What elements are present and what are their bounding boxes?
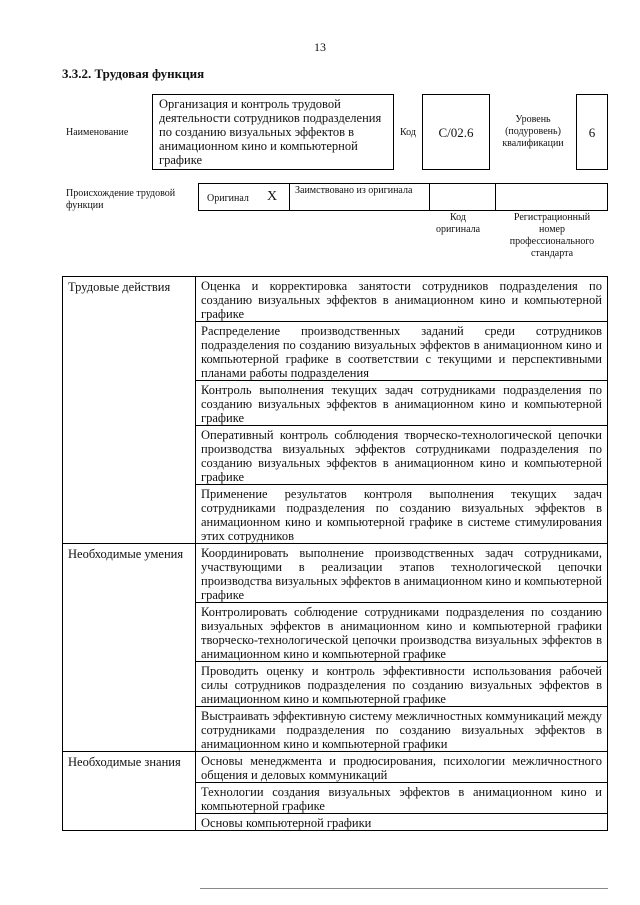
function-details-table <box>62 276 608 831</box>
item-cell: Оперативный контроль соблюдения творческо-технологической цепочки производства визуальных эффектов сотрудниками подразделения по созданию визуальных эффектов в анимационном кино и компьютерной графике <box>196 426 608 485</box>
code-original-caption: Код оригинала <box>435 212 481 235</box>
borrowed-label: Заимствовано из оригинала <box>295 185 413 196</box>
function-name-box: Организация и контроль трудовой деятельности сотрудников подразделения по созданию визуальных эффектов в анимационном кино и компьютерной графике <box>152 94 394 170</box>
category-cell: Необходимые умения <box>63 544 196 752</box>
reg-number-caption: Регистрационный номер профессионального стандарта <box>509 212 595 259</box>
item-cell: Основы компьютерной графики <box>196 814 608 831</box>
bottom-rule <box>200 888 608 889</box>
page-number: 13 <box>314 40 326 54</box>
item-cell: Применение результатов контроля выполнения текущих задач сотрудниками подразделения по созданию визуальных эффектов в анимационном кино и компьютерной графике в системе стимулирования этих сотрудников <box>196 485 608 544</box>
original-mark: X <box>267 189 278 204</box>
item-cell: Контроль выполнения текущих задач сотрудниками подразделения по созданию визуальных эффектов в анимационном кино и компьютерной графике <box>196 381 608 426</box>
table-row <box>63 277 608 322</box>
code-label: Код <box>400 127 416 138</box>
table-row <box>63 752 608 783</box>
level-label: Уровень (подуровень) квалификации <box>502 114 564 149</box>
item-cell: Контролировать соблюдение сотрудниками подразделения по созданию визуальных эффектов в анимационном кино и компьютерной графики творческо-технологической цепочки производства визуальных эффектов в анимационном кино и компьютерной графике <box>196 603 608 662</box>
item-cell: Координировать выполнение производственных задач сотрудниками, участвующими в реализации этапов технологической цепочки производства визуальных эффектов в анимационном кино и компьютерной графике <box>196 544 608 603</box>
section-title: 3.3.2. Трудовая функция <box>62 66 205 81</box>
item-cell: Основы менеджмента и продюсирования, психологии межличностного общения и деловых коммуникаций <box>196 752 608 783</box>
item-cell: Распределение производственных заданий среди сотрудников подразделения по созданию визуальных эффектов в анимационном кино и компьютерной графике в соответствии с текущими и перспективными планами работы подразделения <box>196 322 608 381</box>
item-cell: Технологии создания визуальных эффектов в анимационном кино и компьютерной графике <box>196 783 608 814</box>
origin-divider <box>289 184 290 210</box>
code-value-box: C/02.6 <box>422 94 490 170</box>
item-cell: Оценка и корректировка занятости сотрудников подразделения по созданию визуальных эффектов в анимационном кино и компьютерной графике <box>196 277 608 322</box>
category-cell: Необходимые знания <box>63 752 196 831</box>
item-cell: Проводить оценку и контроль эффективности использования рабочей силы сотрудников подразделения по созданию визуальных эффектов в анимационном кино и компьютерной графике <box>196 662 608 707</box>
table-row <box>63 544 608 603</box>
origin-table <box>198 183 608 211</box>
name-label: Наименование <box>66 127 129 138</box>
category-cell: Трудовые действия <box>63 277 196 544</box>
origin-divider <box>495 184 496 210</box>
origin-divider <box>429 184 430 210</box>
original-label: Оригинал <box>207 193 249 204</box>
item-cell: Выстраивать эффективную систему межличностных коммуникаций между сотрудниками подразделения по созданию визуальных эффектов в анимационном кино и компьютерной графики <box>196 707 608 752</box>
origin-label: Происхождение трудовой функции <box>66 188 176 211</box>
level-value-box: 6 <box>576 94 608 170</box>
